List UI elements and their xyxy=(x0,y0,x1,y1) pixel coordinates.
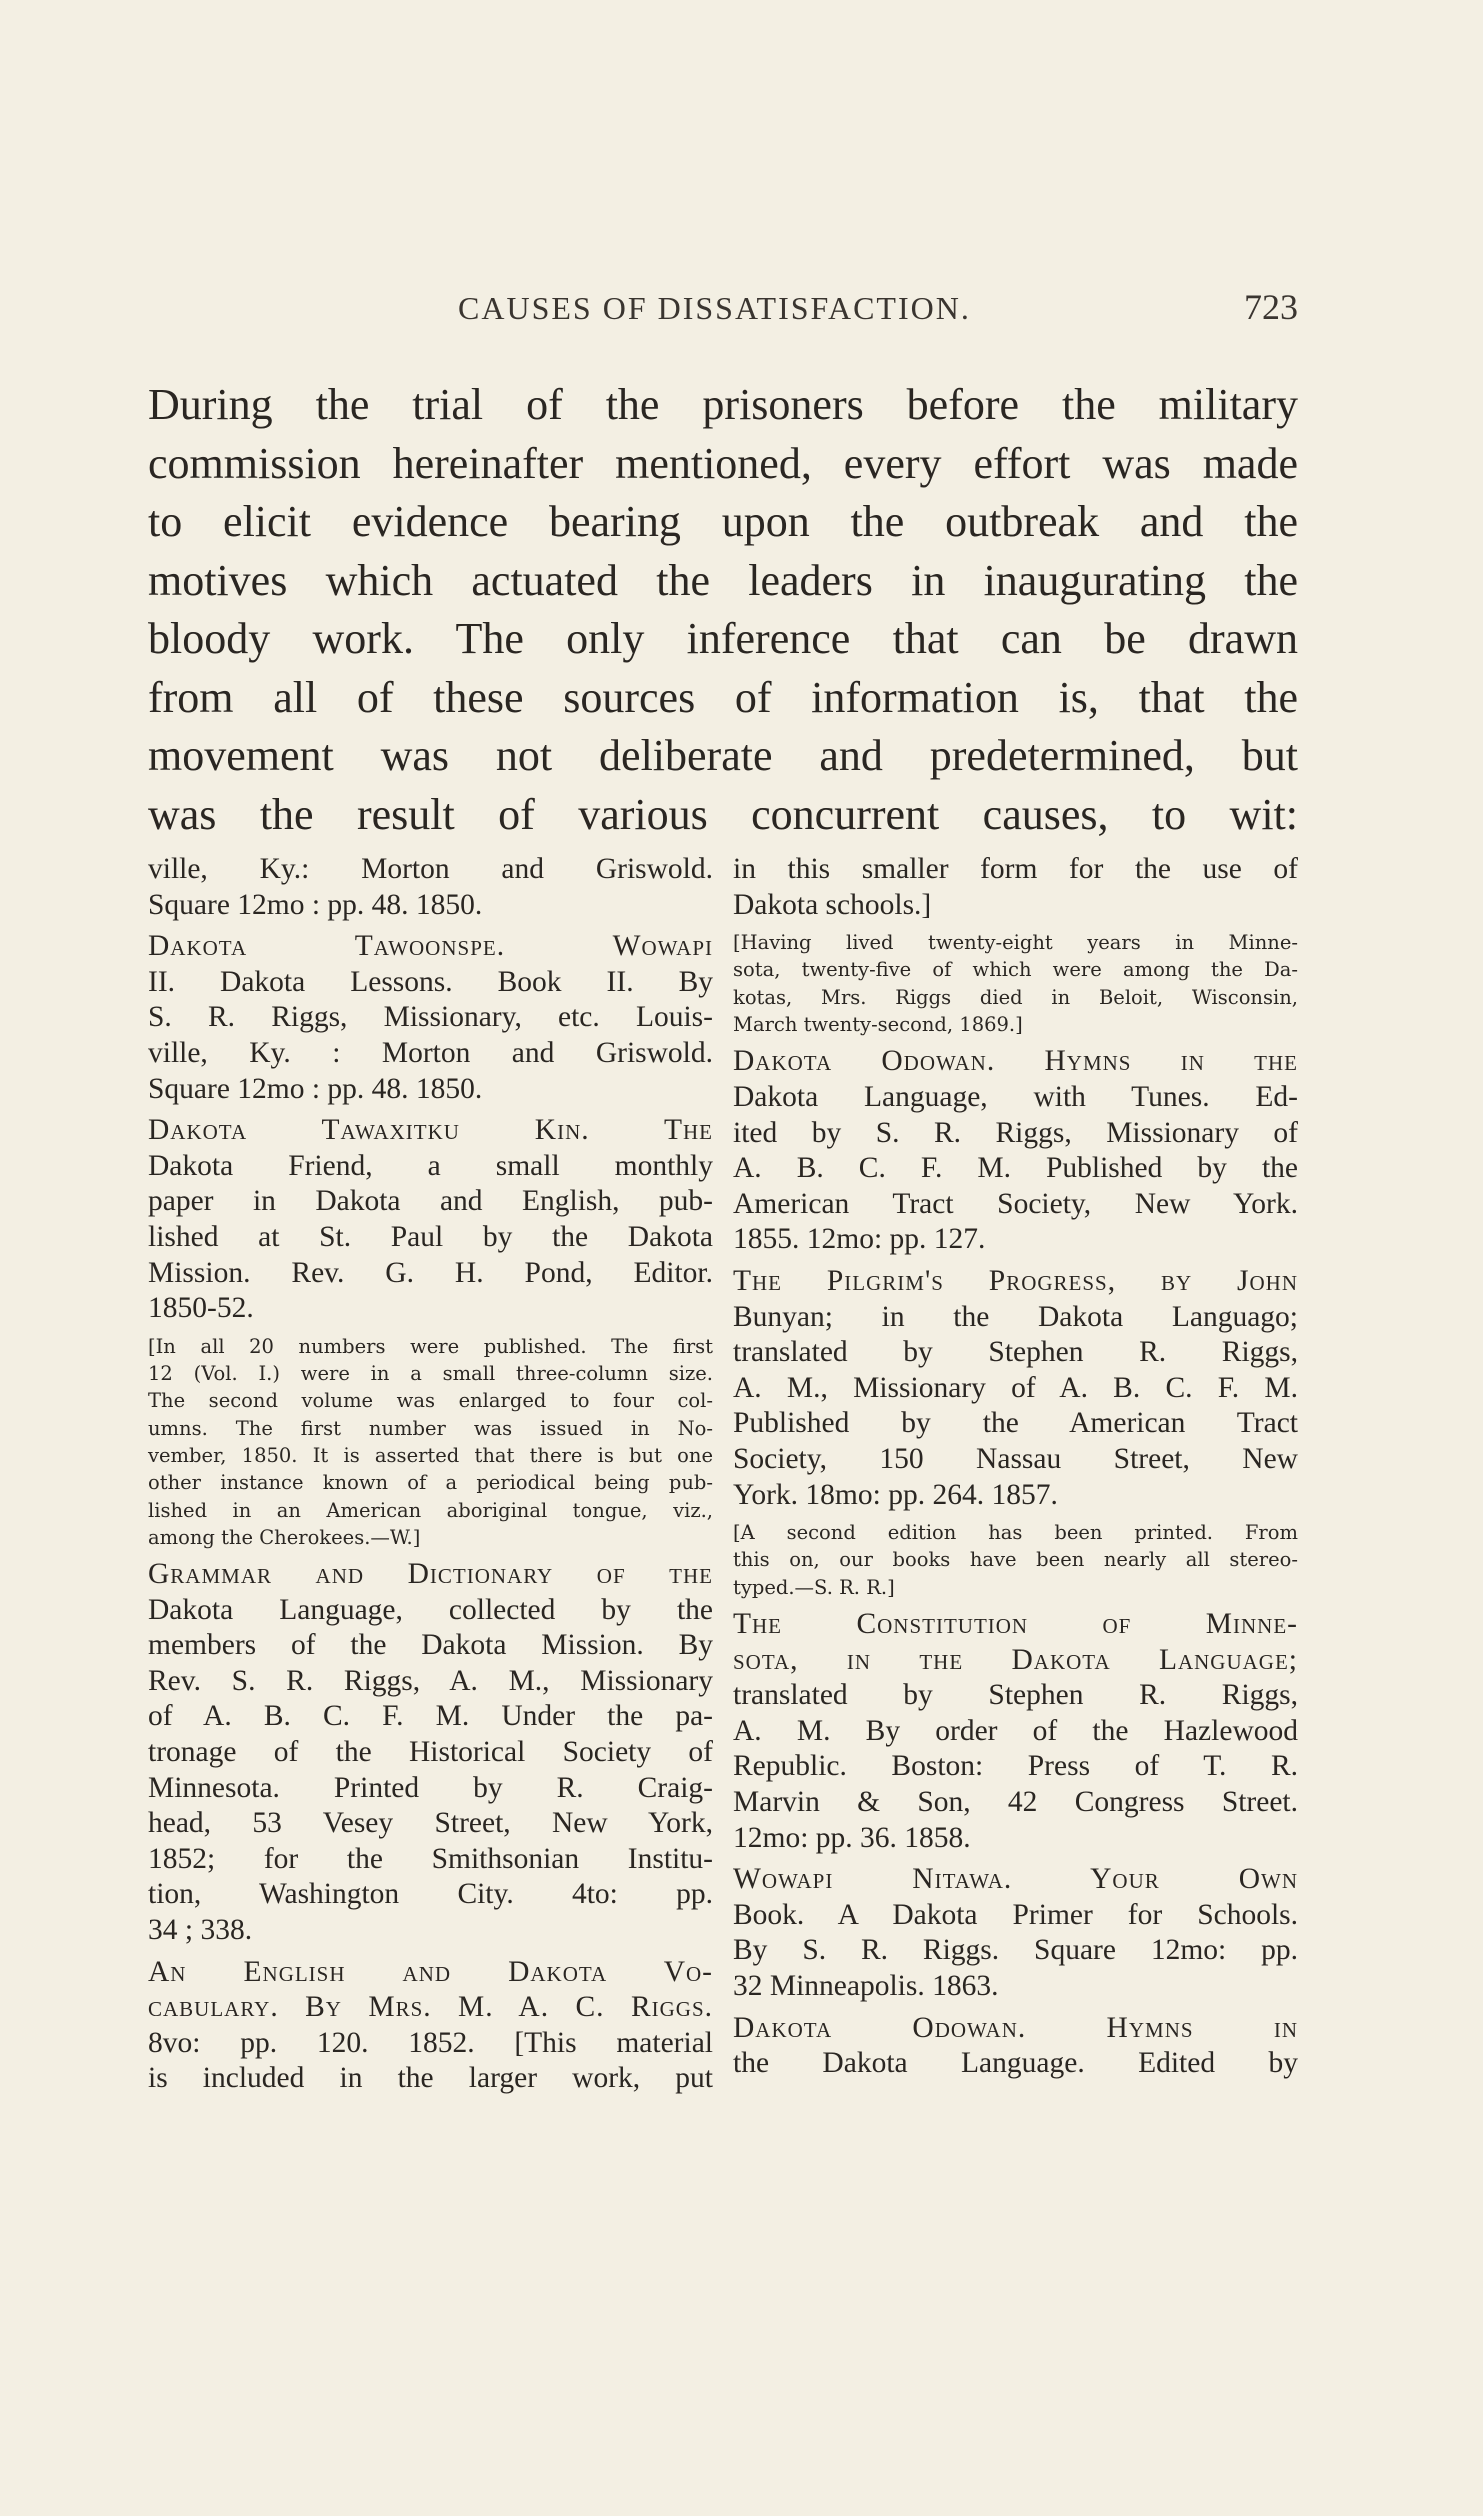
entry-line: of A. B. C. F. M. Under the pa- xyxy=(148,1700,713,1733)
note-line: kotas, Mrs. Riggs died in Beloit, Wisconsin, xyxy=(733,985,1298,1009)
note-line: among the Cherokees.—W.] xyxy=(148,1525,421,1549)
entry-line: Dakota Tawaxitku Kin. The xyxy=(148,1114,713,1147)
entry-line: Square 12mo : pp. 48. 1850. xyxy=(148,1072,483,1105)
entry-line: Marvin & Son, 42 Congress Street. xyxy=(733,1785,1298,1818)
entry-line: Republic. Boston: Press of T. R. xyxy=(733,1750,1298,1783)
intro-paragraph xyxy=(148,376,1298,844)
entry-line: Bunyan; in the Dakota Languago; xyxy=(733,1300,1298,1333)
note-line: [Having lived twenty-eight years in Minne- xyxy=(733,931,1298,955)
note-line: The second volume was enlarged to four col- xyxy=(148,1389,713,1413)
left-column xyxy=(148,852,713,2097)
entry-line: tion, Washington City. 4to: pp. xyxy=(148,1878,713,1911)
entry-line: tronage of the Historical Society of xyxy=(148,1736,713,1769)
entry-line: translated by Stephen R. Riggs, xyxy=(733,1679,1298,1712)
entry-line: II. Dakota Lessons. Book II. By xyxy=(148,965,713,998)
entry-line: sota, in the Dakota Language; xyxy=(733,1643,1298,1676)
intro-line: commission hereinafter mentioned, every effort was made xyxy=(148,438,1298,488)
entry-line: Rev. S. R. Riggs, A. M., Missionary xyxy=(148,1664,713,1697)
entry-line: The Pilgrim's Progress, by John xyxy=(733,1264,1298,1297)
entry-line: head, 53 Vesey Street, New York, xyxy=(148,1807,713,1840)
entry-line: York. 18mo: pp. 264. 1857. xyxy=(733,1478,1058,1511)
entry-line: ville, Ky. : Morton and Griswold. xyxy=(148,1036,713,1069)
entry-line: cabulary. By Mrs. M. A. C. Riggs. xyxy=(148,1991,713,2024)
entry-line: An English and Dakota Vo- xyxy=(148,1955,713,1988)
entry-line: American Tract Society, New York. xyxy=(733,1187,1298,1220)
entry-line: Minnesota. Printed by R. Craig- xyxy=(148,1771,713,1804)
intro-line: During the trial of the prisoners before the military xyxy=(148,380,1298,429)
entry-line: in this smaller form for the use of xyxy=(733,853,1298,885)
entry-line: ville, Ky.: Morton and Griswold. xyxy=(148,853,713,885)
entry-line: 1852; for the Smithsonian Institu- xyxy=(148,1842,713,1875)
note-line: typed.—S. R. R.] xyxy=(733,1575,895,1599)
intro-line: bloody work. The only inference that can be drawn xyxy=(148,614,1298,663)
entry-line: paper in Dakota and English, pub- xyxy=(148,1185,713,1218)
page-header xyxy=(148,287,1298,340)
intro-line: from all of these sources of information is, that the xyxy=(148,672,1298,722)
note-line: other instance known of a periodical being pub- xyxy=(148,1471,713,1495)
page-number: 723 xyxy=(1244,287,1298,327)
note-line: vember, 1850. It is asserted that there is but one xyxy=(148,1443,713,1467)
entry-line: 32 Minneapolis. 1863. xyxy=(733,1969,999,2002)
note-line: [A second edition has been printed. From xyxy=(733,1521,1298,1545)
intro-line: was the result of various concurrent causes, to wit: xyxy=(148,789,1298,839)
entry-line: 8vo: pp. 120. 1852. [This material xyxy=(148,2026,713,2059)
entry-line: S. R. Riggs, Missionary, etc. Louis- xyxy=(148,1001,713,1034)
entry-line: Mission. Rev. G. H. Pond, Editor. xyxy=(148,1256,713,1289)
entry-line: Published by the American Tract xyxy=(733,1407,1298,1440)
entry-line: lished at St. Paul by the Dakota xyxy=(148,1220,713,1253)
entry-line: the Dakota Language. Edited by xyxy=(733,2047,1298,2080)
entry-line: 1855. 12mo: pp. 127. xyxy=(733,1223,986,1256)
intro-line: to elicit evidence bearing upon the outbreak and the xyxy=(148,497,1298,546)
entry-line: A. M. By order of the Hazlewood xyxy=(733,1714,1298,1747)
entry-line: By S. R. Riggs. Square 12mo: pp. xyxy=(733,1934,1298,1967)
note-line: this on, our books have been nearly all stereo- xyxy=(733,1548,1298,1572)
entry-line: ited by S. R. Riggs, Missionary of xyxy=(733,1116,1298,1149)
running-head: CAUSES OF DISSATISFACTION. xyxy=(458,290,971,326)
note-line: [In all 20 numbers were published. The first xyxy=(148,1334,713,1358)
intro-line: motives which actuated the leaders in inaugurating the xyxy=(148,555,1298,605)
entry-line: Dakota Language, with Tunes. Ed- xyxy=(733,1080,1298,1113)
entry-line: Book. A Dakota Primer for Schools. xyxy=(733,1898,1298,1931)
note-line: umns. The first number was issued in No- xyxy=(148,1416,713,1440)
entry-line: A. B. C. F. M. Published by the xyxy=(733,1152,1298,1185)
entry-line: 1850-52. xyxy=(148,1292,254,1325)
entry-line: is included in the larger work, put xyxy=(148,2062,713,2095)
entry-line: Square 12mo : pp. 48. 1850. xyxy=(148,888,483,921)
entry-line: Dakota schools.] xyxy=(733,888,932,921)
note-line: March twenty-second, 1869.] xyxy=(733,1013,1023,1037)
entry-line: translated by Stephen R. Riggs, xyxy=(733,1336,1298,1369)
entry-line: The Constitution of Minne- xyxy=(733,1607,1298,1640)
entry-line: Dakota Language, collected by the xyxy=(148,1593,713,1626)
note-line: 12 (Vol. I.) were in a small three-column size. xyxy=(148,1362,713,1386)
entry-line: Dakota Odowan. Hymns in xyxy=(733,2011,1298,2044)
right-column xyxy=(733,852,1298,2082)
intro-line: movement was not deliberate and predetermined, but xyxy=(148,731,1298,780)
entry-line: Society, 150 Nassau Street, New xyxy=(733,1442,1298,1475)
entry-line: 34 ; 338. xyxy=(148,1914,253,1947)
entry-line: 12mo: pp. 36. 1858. xyxy=(733,1821,971,1854)
entry-line: A. M., Missionary of A. B. C. F. M. xyxy=(733,1371,1298,1404)
note-line: sota, twenty-five of which were among the Da- xyxy=(733,958,1298,982)
entry-line: members of the Dakota Mission. By xyxy=(148,1629,713,1662)
note-line: lished in an American aboriginal tongue, viz., xyxy=(148,1498,713,1522)
entry-line: Dakota Odowan. Hymns in the xyxy=(733,1045,1298,1078)
entry-line: Dakota Friend, a small monthly xyxy=(148,1149,713,1182)
entry-line: Grammar and Dictionary of the xyxy=(148,1558,713,1591)
entry-line: Dakota Tawoonspe. Wowapi xyxy=(148,930,713,963)
entry-line: Wowapi Nitawa. Your Own xyxy=(733,1863,1298,1896)
